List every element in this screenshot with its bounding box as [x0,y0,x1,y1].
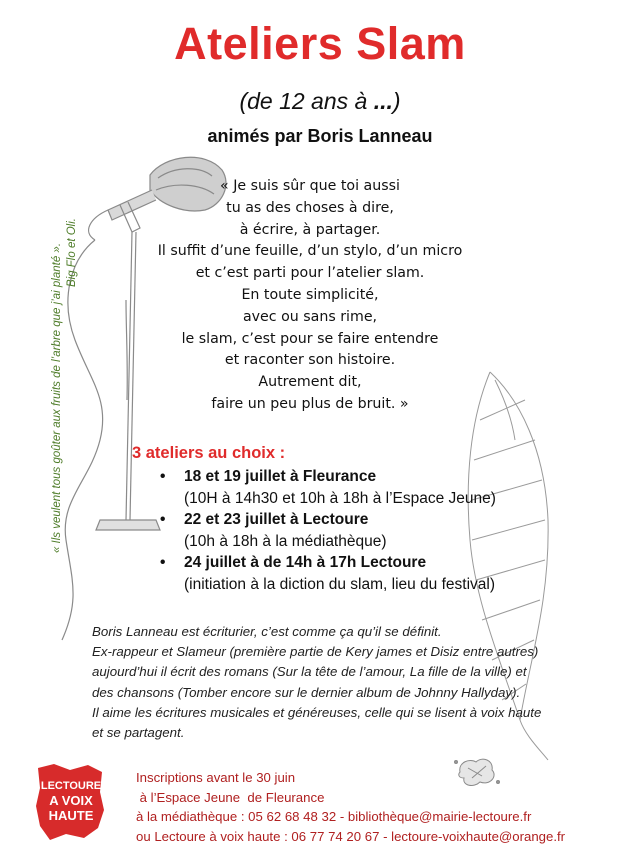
quote-line: et c’est parti pour l’atelier slam. [195,265,425,282]
workshop-list [160,466,496,595]
side-quote-author: Big Flo et Oli. [66,218,78,288]
bio-line: Il aime les écritures musicales et généreuses, celle qui se lisent à voix haute [92,704,542,720]
logo-text [40,780,102,823]
workshop-detail: (10H à 14h30 et 10h à 18h à l’Espace Jeune) [184,489,496,507]
bullet-icon: • [160,554,166,571]
contact-line: ou Lectoure à voix haute : 06 77 74 20 67 - lectoure-voixhaute@orange.fr [136,828,566,844]
bio-line: Boris Lanneau est écriturier, c’est comme ça qu’il se définit. [92,624,442,639]
bullet-icon: • [160,511,166,528]
artist-bio [92,622,622,743]
subtitle-prefix: (de 12 ans à [239,88,368,114]
quote-line: et raconter son histoire. [224,352,396,369]
workshop-place: 18 et 19 juillet à Fleurance [184,468,377,485]
page-title: Ateliers Slam [174,18,466,69]
workshop-place: 24 juillet à de 14h à 17h Lectoure [184,554,427,571]
side-quote-text: « Ils veulent tous goûter aux fruits de l’arbre que j’ai planté ». [51,242,63,554]
contact-line: à la médiathèque : 05 62 68 48 32 - bibliothèque@mairie-lectoure.fr [136,809,532,824]
contact-line: Inscriptions avant le 30 juin [136,770,296,785]
quote-line: avec ou sans rime, [242,308,378,325]
logo-line-2: A VOIX [49,792,93,808]
workshops-heading: 3 ateliers au choix : [132,444,286,462]
side-quote [50,218,80,578]
contact-line: à l’Espace Jeune de Fleurance [136,789,325,805]
subtitle-suffix: ) [392,88,401,114]
logo-line-1: LECTOURE [40,780,102,792]
workshop-place: 22 et 23 juillet à Lectoure [184,511,369,528]
workshop-detail: (10h à 18h à la médiathèque) [184,532,387,550]
logo-line-3: HAUTE [48,807,94,823]
subtitle-ellipsis: ... [373,88,393,114]
workshop-item [160,466,496,509]
quote-line: le slam, c’est pour se faire entendre [181,330,439,347]
workshop-item [160,552,496,595]
quote-line: En toute simplicité, [241,286,379,303]
workshop-detail: (initiation à la diction du slam, lieu du festival) [184,575,496,593]
bio-line: aujourd’hui il écrit des romans (Sur la tête de l’amour, La fille de la ville) et [92,664,527,680]
quote-line: Il suffit d’une feuille, d’un stylo, d’un micro [157,243,463,260]
quote-line: Autrement dit, [258,374,362,391]
byline: animés par Boris Lanneau [207,126,433,146]
quote-line: faire un peu plus de bruit. » [211,395,409,412]
quote-line: tu as des choses à dire, [226,199,394,216]
quote-line: « Je suis sûr que toi aussi [220,178,400,194]
workshop-item [160,509,496,552]
bullet-icon: • [160,468,166,485]
bio-line: et se partagent. [92,725,185,741]
bio-line: des chansons (Tomber encore sur le dernier album de Johnny Hallyday). [92,684,521,700]
ink-blot-illustration [452,752,502,792]
age-subtitle [0,88,640,115]
bio-line: Ex-rappeur et Slameur (première partie de Kery james et Disiz entre autres) [92,644,539,660]
quote-line: à écrire, à partager. [239,221,381,238]
slam-quote [150,176,470,416]
